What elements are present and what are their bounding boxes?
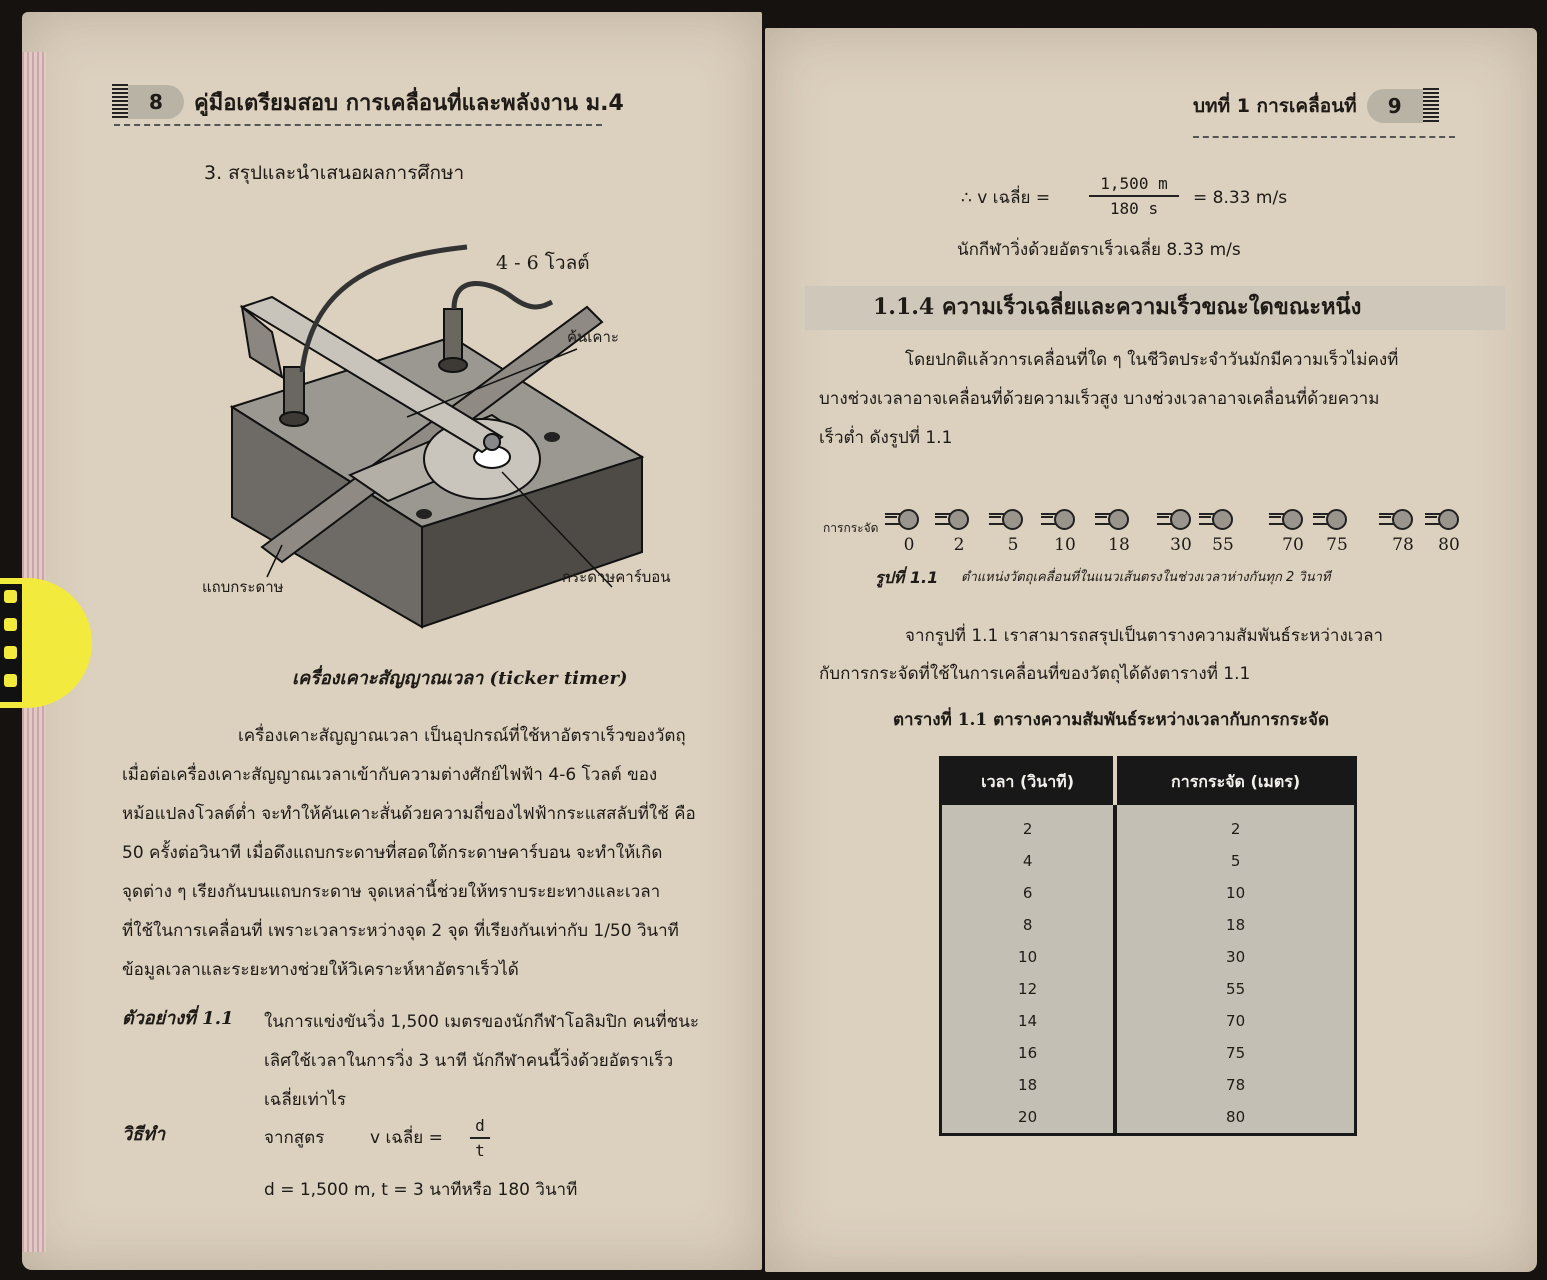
motion-diagram xyxy=(765,478,1537,555)
table-row xyxy=(941,973,1356,1005)
position-label: 18 xyxy=(1108,535,1130,555)
header-divider xyxy=(1193,136,1455,138)
answer-line: นักกีฬาวิ่งด้วยอัตราเร็วเฉลี่ย 8.33 m/s xyxy=(957,240,1241,260)
method-label: วิธีทำ xyxy=(122,1124,166,1145)
example-label: ตัวอย่างที่ 1.1 xyxy=(122,1008,234,1029)
tape-label: แถบกระดาษ xyxy=(202,578,284,596)
position-label: 55 xyxy=(1212,535,1234,555)
position-label: 10 xyxy=(1054,535,1076,555)
therefore-lhs: ∴ v เฉลี่ย = xyxy=(961,188,1051,208)
ball-icon xyxy=(948,509,969,530)
table-row xyxy=(941,941,1356,973)
intro-line: เร็วต่ำ ดังรูปที่ 1.1 xyxy=(819,428,953,448)
page-number: 8 xyxy=(128,85,184,119)
cell-displacement: 18 xyxy=(1115,909,1355,941)
formula-numerator: d xyxy=(475,1116,485,1135)
table-caption: ตารางที่ 1.1 ตารางความสัมพันธ์ระหว่างเวลากับการกระจัด xyxy=(893,710,1329,730)
cell-displacement: 80 xyxy=(1115,1101,1355,1135)
paragraph-line: หม้อแปลงโวลต์ต่ำ จะทำให้คันเคาะสั่นด้วยความถี่ของไฟฟ้ากระแสสลับที่ใช้ คือ xyxy=(122,804,696,824)
cell-time: 18 xyxy=(941,1069,1116,1101)
ball-icon xyxy=(898,509,919,530)
speed-result: = 8.33 m/s xyxy=(1193,188,1288,208)
example-line: เฉลี่ยเท่าไร xyxy=(264,1090,347,1110)
header-title: คู่มือเตรียมสอบ การเคลื่อนที่และพลังงาน ม.4 xyxy=(194,90,624,116)
ball-icon xyxy=(1392,509,1413,530)
speed-fraction xyxy=(1089,174,1179,218)
position-label: 5 xyxy=(1007,535,1019,555)
position-label: 30 xyxy=(1170,535,1192,555)
cell-displacement: 55 xyxy=(1115,973,1355,1005)
ball-icon xyxy=(1108,509,1129,530)
position-label: 0 xyxy=(903,535,915,555)
left-page xyxy=(22,12,762,1270)
table-row xyxy=(941,805,1356,845)
table-row xyxy=(941,845,1356,877)
cell-time: 6 xyxy=(941,877,1116,909)
right-header xyxy=(1193,88,1439,124)
formula-lhs: v เฉลี่ย = xyxy=(370,1128,443,1148)
time-displacement-table xyxy=(939,756,1357,1136)
table-row xyxy=(941,1037,1356,1069)
cell-time: 16 xyxy=(941,1037,1116,1069)
figure-caption-label: รูปที่ 1.1 xyxy=(875,568,939,587)
table-row xyxy=(941,877,1356,909)
formula-fraction xyxy=(470,1116,490,1160)
ball-icon xyxy=(1326,509,1347,530)
position-label: 75 xyxy=(1326,535,1348,555)
formula-prefix: จากสูตร xyxy=(264,1128,325,1148)
film-strip-icon xyxy=(0,584,22,702)
paragraph-line: จุดต่าง ๆ เรียงกันบนแถบกระดาษ จุดเหล่านี้ช่วยให้ทราบระยะทางและเวลา xyxy=(122,882,661,902)
fraction-bar xyxy=(470,1137,490,1139)
cell-displacement: 5 xyxy=(1115,845,1355,877)
intro-line: บางช่วงเวลาอาจเคลื่อนที่ด้วยความเร็วสูง บางช่วงเวลาอาจเคลื่อนที่ด้วยความ xyxy=(819,389,1380,409)
fraction-denominator: 180 s xyxy=(1109,199,1159,218)
figure-caption: เครื่องเคาะสัญญาณเวลา (ticker timer) xyxy=(292,668,628,689)
summary-line: จากรูปที่ 1.1 เราสามารถสรุปเป็นตารางความสัมพันธ์ระหว่างเวลา xyxy=(905,626,1384,646)
displacement-label: การกระจัด xyxy=(823,521,879,535)
step-heading: 3. สรุปและนำเสนอผลการศึกษา xyxy=(204,162,465,184)
paragraph-line: เครื่องเคาะสัญญาณเวลา เป็นอุปกรณ์ที่ใช้หาอัตราเร็วของวัตถุ xyxy=(238,726,686,746)
voltage-label: 4 - 6 โวลต์ xyxy=(496,252,590,274)
table-row xyxy=(941,1101,1356,1135)
ball-icon xyxy=(1170,509,1191,530)
table-row xyxy=(941,909,1356,941)
header-bars xyxy=(1423,88,1439,124)
cell-displacement: 10 xyxy=(1115,877,1355,909)
cell-displacement: 78 xyxy=(1115,1069,1355,1101)
ball-icon xyxy=(1002,509,1023,530)
right-page xyxy=(765,28,1537,1272)
cell-time: 20 xyxy=(941,1101,1116,1135)
paragraph-line: ที่ใช้ในการเคลื่อนที่ เพราะเวลาระหว่างจุด 2 จุด ที่เรียงกันเท่ากับ 1/50 วินาที xyxy=(122,921,679,941)
column-header-displacement: การกระจัด (เมตร) xyxy=(1115,758,1355,806)
cell-time: 14 xyxy=(941,1005,1116,1037)
left-header xyxy=(112,84,624,120)
cell-time: 4 xyxy=(941,845,1116,877)
cell-displacement: 70 xyxy=(1115,1005,1355,1037)
page-number: 9 xyxy=(1367,89,1423,123)
given-values: d = 1,500 m, t = 3 นาทีหรือ 180 วินาที xyxy=(264,1180,578,1200)
figure-caption: ตำแหน่งวัตถุเคลื่อนที่ในแนวเส้นตรงในช่วงเวลาห่างกันทุก 2 วินาที xyxy=(961,570,1331,585)
summary-line: กับการกระจัดที่ใช้ในการเคลื่อนที่ของวัตถุได้ดังตารางที่ 1.1 xyxy=(819,664,1251,684)
header-divider xyxy=(114,124,602,126)
section-title: 1.1.4 ความเร็วเฉลี่ยและความเร็วขณะใดขณะหนึ่ง xyxy=(873,294,1362,320)
formula-denominator: t xyxy=(475,1141,485,1160)
position-label: 80 xyxy=(1438,535,1460,555)
carbon-label: กระดาษคาร์บอน xyxy=(562,568,671,586)
position-label: 70 xyxy=(1282,535,1304,555)
ball-icon xyxy=(1054,509,1075,530)
fraction-bar xyxy=(1089,195,1179,197)
cell-displacement: 2 xyxy=(1115,805,1355,845)
table-row xyxy=(941,1069,1356,1101)
hammer-label: ค้นเคาะ xyxy=(567,328,619,346)
paragraph-line: 50 ครั้งต่อวินาที เมื่อดึงแถบกระดาษที่สอดใต้กระดาษคาร์บอน จะทำให้เกิด xyxy=(122,843,663,863)
cell-displacement: 30 xyxy=(1115,941,1355,973)
paragraph-line: ข้อมูลเวลาและระยะทางช่วยให้วิเคราะห์หาอัตราเร็วได้ xyxy=(122,960,519,980)
column-header-time: เวลา (วินาที) xyxy=(941,758,1116,806)
header-title: บทที่ 1 การเคลื่อนที่ xyxy=(1193,95,1357,117)
ball-icon xyxy=(1282,509,1303,530)
paragraph-line: เมื่อต่อเครื่องเคาะสัญญาณเวลาเข้ากับความต่างศักย์ไฟฟ้า 4-6 โวลต์ ของ xyxy=(122,765,658,785)
example-line: เลิศใช้เวลาในการวิ่ง 3 นาที นักกีฬาคนนี้วิ่งด้วยอัตราเร็ว xyxy=(264,1051,674,1071)
ball-icon xyxy=(1212,509,1233,530)
cell-time: 10 xyxy=(941,941,1116,973)
cell-time: 8 xyxy=(941,909,1116,941)
position-label: 78 xyxy=(1392,535,1414,555)
cell-time: 12 xyxy=(941,973,1116,1005)
intro-line: โดยปกติแล้วการเคลื่อนที่ใด ๆ ในชีวิตประจำวันมักมีความเร็วไม่คงที่ xyxy=(905,350,1399,370)
fraction-numerator: 1,500 m xyxy=(1100,174,1168,193)
position-label: 2 xyxy=(953,535,965,555)
header-bars xyxy=(112,84,128,120)
cell-time: 2 xyxy=(941,805,1116,845)
example-line: ในการแข่งขันวิ่ง 1,500 เมตรของนักกีฬาโอลิมปิก คนที่ชนะ xyxy=(264,1012,699,1032)
table-header-row xyxy=(941,758,1356,806)
ball-icon xyxy=(1438,509,1459,530)
cell-displacement: 75 xyxy=(1115,1037,1355,1069)
table-row xyxy=(941,1005,1356,1037)
